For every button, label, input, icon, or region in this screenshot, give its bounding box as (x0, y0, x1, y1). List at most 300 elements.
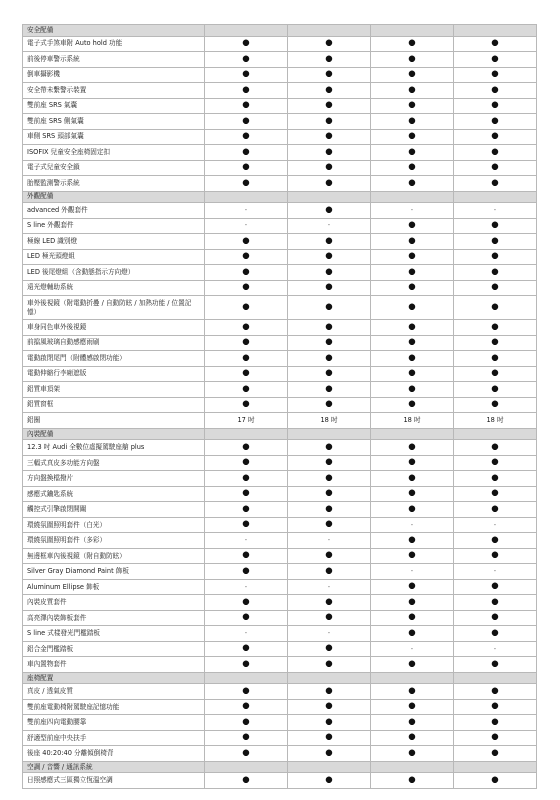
standard-equipment-dot: ● (371, 773, 454, 789)
spec-row (23, 533, 537, 549)
standard-equipment-dot: ● (288, 684, 371, 700)
standard-equipment-dot: ● (288, 730, 371, 746)
standard-equipment-dot: ● (371, 715, 454, 731)
standard-equipment-dot: ● (454, 610, 537, 626)
trim-value: 18 吋 (371, 413, 454, 429)
standard-equipment-dot: ● (371, 234, 454, 250)
standard-equipment-dot: ● (371, 397, 454, 413)
feature-label: 雙前座四向電動腰靠 (23, 715, 205, 731)
spec-row (23, 548, 537, 564)
spec-row (23, 83, 537, 99)
standard-equipment-dot: ● (205, 160, 288, 176)
standard-equipment-dot: ● (454, 626, 537, 642)
feature-label: 鋁合金門檻踏板 (23, 641, 205, 657)
standard-equipment-dot: ● (454, 502, 537, 518)
standard-equipment-dot: ● (205, 366, 288, 382)
standard-equipment-dot: ● (205, 684, 288, 700)
standard-equipment-dot: ● (205, 657, 288, 673)
standard-equipment-dot: ● (371, 595, 454, 611)
feature-label: 真皮 / 透氣皮質 (23, 684, 205, 700)
standard-equipment-dot: ● (454, 397, 537, 413)
section-header-row (23, 761, 537, 773)
standard-equipment-dot: ● (205, 145, 288, 161)
spec-row (23, 440, 537, 456)
not-available-dash: - (454, 641, 537, 657)
standard-equipment-dot: ● (454, 335, 537, 351)
feature-label: 12.3 吋 Audi 全數位虛擬駕駛座艙 plus (23, 440, 205, 456)
standard-equipment-dot: ● (205, 746, 288, 762)
standard-equipment-dot: ● (454, 382, 537, 398)
standard-equipment-dot: ● (205, 715, 288, 731)
standard-equipment-dot: ● (205, 83, 288, 99)
spec-row (23, 684, 537, 700)
trim-value: 18 吋 (454, 413, 537, 429)
standard-equipment-dot: ● (371, 83, 454, 99)
section-header-cell (454, 191, 537, 203)
feature-label: 方向盤換檔撥片 (23, 471, 205, 487)
not-available-dash: - (205, 203, 288, 219)
spec-row (23, 397, 537, 413)
standard-equipment-dot: ● (205, 249, 288, 265)
spec-row (23, 320, 537, 336)
standard-equipment-dot: ● (454, 114, 537, 130)
spec-row (23, 335, 537, 351)
feature-label: 後座 40:20:40 分離傾倒椅背 (23, 746, 205, 762)
standard-equipment-dot: ● (371, 699, 454, 715)
standard-equipment-dot: ● (205, 440, 288, 456)
spec-row (23, 36, 537, 52)
standard-equipment-dot: ● (454, 773, 537, 789)
not-available-dash: - (454, 564, 537, 580)
trim-value: 17 吋 (205, 413, 288, 429)
standard-equipment-dot: ● (371, 746, 454, 762)
standard-equipment-dot: ● (454, 730, 537, 746)
standard-equipment-dot: ● (288, 641, 371, 657)
standard-equipment-dot: ● (454, 67, 537, 83)
standard-equipment-dot: ● (288, 517, 371, 533)
standard-equipment-dot: ● (371, 626, 454, 642)
standard-equipment-dot: ● (454, 83, 537, 99)
section-header-cell (371, 191, 454, 203)
spec-row (23, 715, 537, 731)
spec-row (23, 746, 537, 762)
standard-equipment-dot: ● (454, 52, 537, 68)
standard-equipment-dot: ● (371, 657, 454, 673)
standard-equipment-dot: ● (288, 52, 371, 68)
feature-label: 電動伸縮行李廂遮版 (23, 366, 205, 382)
standard-equipment-dot: ● (288, 176, 371, 192)
standard-equipment-dot: ● (205, 265, 288, 281)
spec-row (23, 641, 537, 657)
standard-equipment-dot: ● (288, 773, 371, 789)
standard-equipment-dot: ● (288, 160, 371, 176)
feature-label: 鋁圈 (23, 413, 205, 429)
section-header-cell (205, 761, 288, 773)
standard-equipment-dot: ● (454, 366, 537, 382)
standard-equipment-dot: ● (454, 249, 537, 265)
standard-equipment-dot: ● (205, 296, 288, 320)
feature-label: 雙前座 SRS 側氣囊 (23, 114, 205, 130)
feature-label: 雙前座 SRS 氣囊 (23, 98, 205, 114)
feature-label: 倒車攝影機 (23, 67, 205, 83)
standard-equipment-dot: ● (371, 218, 454, 234)
standard-equipment-dot: ● (288, 67, 371, 83)
feature-label: LED 極光頭燈組 (23, 249, 205, 265)
feature-label: 三輻式真皮多功能方向盤 (23, 455, 205, 471)
standard-equipment-dot: ● (205, 486, 288, 502)
standard-equipment-dot: ● (371, 67, 454, 83)
standard-equipment-dot: ● (454, 548, 537, 564)
standard-equipment-dot: ● (371, 471, 454, 487)
feature-label: 車側 SRS 頭部氣囊 (23, 129, 205, 145)
standard-equipment-dot: ● (371, 730, 454, 746)
standard-equipment-dot: ● (288, 548, 371, 564)
feature-label: Aluminum Ellipse 飾板 (23, 579, 205, 595)
spec-row (23, 129, 537, 145)
standard-equipment-dot: ● (371, 486, 454, 502)
standard-equipment-dot: ● (454, 533, 537, 549)
not-available-dash: - (205, 579, 288, 595)
feature-label: 高亮澤內裝飾板套件 (23, 610, 205, 626)
standard-equipment-dot: ● (205, 98, 288, 114)
spec-row (23, 517, 537, 533)
standard-equipment-dot: ● (205, 773, 288, 789)
spec-row (23, 203, 537, 219)
standard-equipment-dot: ● (454, 351, 537, 367)
section-header-cell (288, 428, 371, 440)
section-title: 內裝配備 (23, 428, 205, 440)
section-header-cell (371, 761, 454, 773)
standard-equipment-dot: ● (371, 440, 454, 456)
not-available-dash: - (371, 641, 454, 657)
standard-equipment-dot: ● (371, 533, 454, 549)
standard-equipment-dot: ● (205, 397, 288, 413)
standard-equipment-dot: ● (371, 176, 454, 192)
feature-label: 日照感應式三區獨立恆溫空調 (23, 773, 205, 789)
standard-equipment-dot: ● (288, 610, 371, 626)
spec-row (23, 296, 537, 320)
feature-label: 前後停車警示系統 (23, 52, 205, 68)
section-header-cell (371, 25, 454, 37)
standard-equipment-dot: ● (371, 455, 454, 471)
spec-row (23, 218, 537, 234)
standard-equipment-dot: ● (454, 746, 537, 762)
standard-equipment-dot: ● (205, 699, 288, 715)
standard-equipment-dot: ● (454, 218, 537, 234)
standard-equipment-dot: ● (288, 114, 371, 130)
standard-equipment-dot: ● (288, 249, 371, 265)
spec-row (23, 265, 537, 281)
feature-label: 鋁質車頂架 (23, 382, 205, 398)
feature-label: LED 後尾燈組（含動態指示方向燈） (23, 265, 205, 281)
standard-equipment-dot: ● (371, 98, 454, 114)
feature-label: 環繞氛圍照明套件（多彩） (23, 533, 205, 549)
standard-equipment-dot: ● (454, 176, 537, 192)
spec-row (23, 486, 537, 502)
standard-equipment-dot: ● (205, 351, 288, 367)
spec-row (23, 280, 537, 296)
standard-equipment-dot: ● (205, 502, 288, 518)
feature-label: 雙前座電動椅附駕駛座記憶功能 (23, 699, 205, 715)
standard-equipment-dot: ● (371, 351, 454, 367)
spec-row (23, 98, 537, 114)
feature-label: 舒適型前座中央扶手 (23, 730, 205, 746)
standard-equipment-dot: ● (205, 335, 288, 351)
standard-equipment-dot: ● (371, 579, 454, 595)
standard-equipment-dot: ● (371, 145, 454, 161)
standard-equipment-dot: ● (205, 517, 288, 533)
standard-equipment-dot: ● (288, 366, 371, 382)
standard-equipment-dot: ● (288, 595, 371, 611)
feature-label: 感應式鑰匙系統 (23, 486, 205, 502)
standard-equipment-dot: ● (205, 564, 288, 580)
spec-row (23, 564, 537, 580)
standard-equipment-dot: ● (371, 296, 454, 320)
feature-label: 電動啟閉尾門（附體感啟閉功能） (23, 351, 205, 367)
standard-equipment-dot: ● (454, 455, 537, 471)
standard-equipment-dot: ● (454, 320, 537, 336)
standard-equipment-dot: ● (371, 265, 454, 281)
section-header-cell (288, 191, 371, 203)
section-header-row (23, 428, 537, 440)
standard-equipment-dot: ● (288, 203, 371, 219)
standard-equipment-dot: ● (288, 397, 371, 413)
feature-label: 車外後視鏡（附電動折疊 / 自動防眩 / 加熱功能 / 位置記憶） (23, 296, 205, 320)
section-header-row (23, 191, 537, 203)
section-title: 空調 / 音響 / 通訊系統 (23, 761, 205, 773)
section-header-row (23, 25, 537, 37)
spec-row (23, 626, 537, 642)
standard-equipment-dot: ● (454, 160, 537, 176)
feature-label: 內裝皮質套件 (23, 595, 205, 611)
not-available-dash: - (454, 203, 537, 219)
standard-equipment-dot: ● (454, 657, 537, 673)
spec-row (23, 773, 537, 789)
section-header-cell (288, 761, 371, 773)
standard-equipment-dot: ● (371, 249, 454, 265)
spec-row (23, 610, 537, 626)
standard-equipment-dot: ● (371, 52, 454, 68)
feature-label: 環繞氛圍照明套件（白光） (23, 517, 205, 533)
not-available-dash: - (205, 218, 288, 234)
standard-equipment-dot: ● (371, 280, 454, 296)
feature-label: 前擋風玻璃自動感應雨刷 (23, 335, 205, 351)
standard-equipment-dot: ● (288, 564, 371, 580)
spec-row (23, 234, 537, 250)
standard-equipment-dot: ● (205, 730, 288, 746)
standard-equipment-dot: ● (288, 234, 371, 250)
feature-label: S line 外觀套件 (23, 218, 205, 234)
spec-row (23, 595, 537, 611)
standard-equipment-dot: ● (205, 36, 288, 52)
standard-equipment-dot: ● (288, 296, 371, 320)
spec-row (23, 579, 537, 595)
section-header-cell (454, 761, 537, 773)
standard-equipment-dot: ● (288, 320, 371, 336)
standard-equipment-dot: ● (371, 366, 454, 382)
section-header-cell (205, 672, 288, 684)
standard-equipment-dot: ● (371, 320, 454, 336)
section-header-cell (371, 428, 454, 440)
feature-label: 車內置物套件 (23, 657, 205, 673)
spec-table (22, 24, 537, 789)
section-title: 外觀配備 (23, 191, 205, 203)
standard-equipment-dot: ● (205, 548, 288, 564)
spec-row (23, 52, 537, 68)
standard-equipment-dot: ● (288, 502, 371, 518)
standard-equipment-dot: ● (205, 641, 288, 657)
standard-equipment-dot: ● (454, 699, 537, 715)
feature-label: 安全帶未繫警示裝置 (23, 83, 205, 99)
not-available-dash: - (371, 517, 454, 533)
not-available-dash: - (288, 533, 371, 549)
standard-equipment-dot: ● (205, 382, 288, 398)
feature-label: 無邊框車內後視鏡（附自動防眩） (23, 548, 205, 564)
feature-label: 電子式兒童安全鎖 (23, 160, 205, 176)
standard-equipment-dot: ● (454, 486, 537, 502)
standard-equipment-dot: ● (454, 579, 537, 595)
standard-equipment-dot: ● (205, 280, 288, 296)
spec-row (23, 382, 537, 398)
standard-equipment-dot: ● (288, 699, 371, 715)
not-available-dash: - (371, 203, 454, 219)
standard-equipment-dot: ● (205, 176, 288, 192)
feature-label: 胎壓監測警示系統 (23, 176, 205, 192)
standard-equipment-dot: ● (371, 502, 454, 518)
spec-row (23, 699, 537, 715)
standard-equipment-dot: ● (288, 265, 371, 281)
standard-equipment-dot: ● (288, 145, 371, 161)
trim-value: 18 吋 (288, 413, 371, 429)
spec-row (23, 145, 537, 161)
feature-label: 遠光燈輔助系統 (23, 280, 205, 296)
spec-row (23, 366, 537, 382)
standard-equipment-dot: ● (371, 684, 454, 700)
standard-equipment-dot: ● (288, 486, 371, 502)
standard-equipment-dot: ● (288, 83, 371, 99)
feature-label: advanced 外觀套件 (23, 203, 205, 219)
standard-equipment-dot: ● (288, 335, 371, 351)
not-available-dash: - (288, 626, 371, 642)
standard-equipment-dot: ● (454, 145, 537, 161)
standard-equipment-dot: ● (288, 455, 371, 471)
spec-row (23, 351, 537, 367)
standard-equipment-dot: ● (454, 440, 537, 456)
spec-row (23, 114, 537, 130)
spec-row (23, 502, 537, 518)
feature-label: Silver Gray Diamond Paint 飾板 (23, 564, 205, 580)
standard-equipment-dot: ● (371, 335, 454, 351)
section-title: 安全配備 (23, 25, 205, 37)
standard-equipment-dot: ● (288, 715, 371, 731)
standard-equipment-dot: ● (454, 36, 537, 52)
standard-equipment-dot: ● (371, 129, 454, 145)
not-available-dash: - (371, 564, 454, 580)
standard-equipment-dot: ● (454, 595, 537, 611)
spec-row (23, 455, 537, 471)
not-available-dash: - (205, 626, 288, 642)
section-header-cell (454, 25, 537, 37)
section-header-cell (288, 25, 371, 37)
standard-equipment-dot: ● (371, 114, 454, 130)
not-available-dash: - (288, 218, 371, 234)
section-header-row (23, 672, 537, 684)
standard-equipment-dot: ● (454, 280, 537, 296)
feature-label: S line 式樣發光門檻踏板 (23, 626, 205, 642)
spec-row (23, 160, 537, 176)
standard-equipment-dot: ● (454, 684, 537, 700)
standard-equipment-dot: ● (288, 129, 371, 145)
section-header-cell (205, 191, 288, 203)
standard-equipment-dot: ● (288, 280, 371, 296)
feature-label: 電子式手煞車附 Auto hold 功能 (23, 36, 205, 52)
standard-equipment-dot: ● (205, 471, 288, 487)
standard-equipment-dot: ● (454, 234, 537, 250)
spec-row (23, 471, 537, 487)
standard-equipment-dot: ● (288, 36, 371, 52)
section-header-cell (454, 428, 537, 440)
not-available-dash: - (205, 533, 288, 549)
standard-equipment-dot: ● (371, 548, 454, 564)
standard-equipment-dot: ● (454, 129, 537, 145)
standard-equipment-dot: ● (288, 98, 371, 114)
spec-row (23, 249, 537, 265)
standard-equipment-dot: ● (454, 296, 537, 320)
standard-equipment-dot: ● (205, 114, 288, 130)
spec-row (23, 176, 537, 192)
feature-label: 車身同色車外後視鏡 (23, 320, 205, 336)
standard-equipment-dot: ● (205, 52, 288, 68)
spec-row (23, 730, 537, 746)
standard-equipment-dot: ● (205, 455, 288, 471)
standard-equipment-dot: ● (371, 382, 454, 398)
spec-row (23, 657, 537, 673)
standard-equipment-dot: ● (205, 67, 288, 83)
standard-equipment-dot: ● (454, 265, 537, 281)
not-available-dash: - (454, 517, 537, 533)
standard-equipment-dot: ● (205, 595, 288, 611)
standard-equipment-dot: ● (288, 471, 371, 487)
section-header-cell (454, 672, 537, 684)
feature-label: 極線 LED 識別燈 (23, 234, 205, 250)
not-available-dash: - (288, 579, 371, 595)
standard-equipment-dot: ● (454, 715, 537, 731)
section-header-cell (371, 672, 454, 684)
standard-equipment-dot: ● (371, 610, 454, 626)
standard-equipment-dot: ● (205, 129, 288, 145)
standard-equipment-dot: ● (454, 98, 537, 114)
standard-equipment-dot: ● (205, 610, 288, 626)
standard-equipment-dot: ● (288, 657, 371, 673)
standard-equipment-dot: ● (454, 471, 537, 487)
spec-row (23, 413, 537, 429)
standard-equipment-dot: ● (371, 160, 454, 176)
standard-equipment-dot: ● (288, 382, 371, 398)
spec-row (23, 67, 537, 83)
spec-table-body (23, 25, 537, 789)
section-header-cell (205, 25, 288, 37)
section-header-cell (288, 672, 371, 684)
standard-equipment-dot: ● (205, 234, 288, 250)
standard-equipment-dot: ● (371, 36, 454, 52)
feature-label: 鋁質窗框 (23, 397, 205, 413)
feature-label: ISOFIX 兒童安全座椅固定扣 (23, 145, 205, 161)
standard-equipment-dot: ● (288, 351, 371, 367)
standard-equipment-dot: ● (288, 746, 371, 762)
standard-equipment-dot: ● (288, 440, 371, 456)
section-header-cell (205, 428, 288, 440)
section-title: 座椅配置 (23, 672, 205, 684)
